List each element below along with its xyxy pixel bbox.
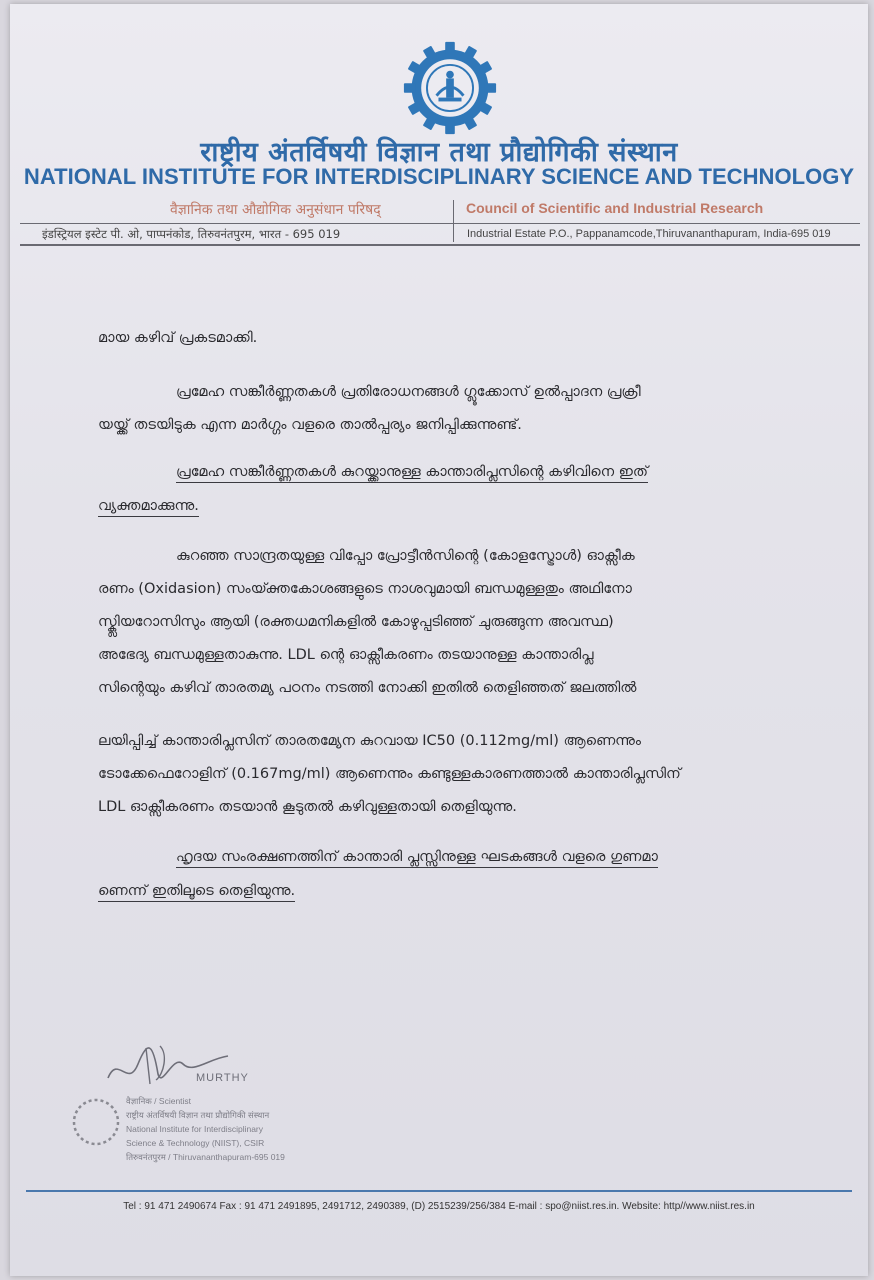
text-line: LDL ഓക്സീകരണം തടയാൻ കൂടുതൽ കഴിവുള്ളതായി തെളിയുന്നു. [98, 799, 517, 815]
address-english: Industrial Estate P.O., Pappanamcode,Thiruvananthapuram, India-695 019 [467, 228, 831, 240]
signature-stamp [68, 1034, 368, 1174]
stamp-line: तिरुवनंतपुरम / Thiruvananthapuram-695 019 [126, 1152, 285, 1162]
text-line: സ്ക്ലിയറോസിസും ആയി (രക്തധമനികളിൽ കോഴുപ്പടിഞ്ഞ് ചുരുങ്ങുന്ന അവസ്ഥ) [98, 614, 614, 630]
text-line: രണം (Oxidasion) സംയ്ക്തകോശങ്ങളുടെ നാശവുമായി ബന്ധമുള്ളതും അഥിനോ [98, 581, 632, 597]
text-line: ടോക്കേഫെറോളിന് (0.167mg/ml) ആണെന്നും കണ്ടുള്ളകാരണത്താൽ കാന്താരിപ്ലസിന് [98, 766, 681, 782]
letterhead-band [20, 196, 860, 246]
seal-icon [68, 1094, 124, 1150]
text-line: യയ്ക്ക് തടയിടുക എന്ന മാർഗ്ഗം വളരെ താൽപ്പര്യം ജനിപ്പിക്കുന്നുണ്ട്. [98, 417, 522, 433]
text-line: ണെന്ന് ഇതിലൂടെ തെളിയുന്നു. [98, 883, 295, 902]
parent-org-hindi: वैज्ञानिक तथा औद्योगिक अनुसंधान परिषद् [170, 202, 381, 218]
stamp-line: वैज्ञानिक / Scientist [126, 1096, 192, 1106]
institute-title-english: NATIONAL INSTITUTE FOR INTERDISCIPLINARY SCIENCE AND TECHNOLOGY [23, 164, 855, 189]
parent-org-english: Council of Scientific and Industrial Research [466, 200, 764, 216]
signatory-name: MURTHY [196, 1072, 249, 1084]
text-line: ഹൃദയ സംരക്ഷണത്തിന് കാന്താരി പ്ലസ്സിനുള്ള ഘടകങ്ങൾ വളരെ ഗുണമാ [176, 849, 658, 868]
text-line: സിന്റെയും കഴിവ് താരതമ്യ പഠനം നടത്തി നോക്കി ഇതിൽ തെളിഞ്ഞത് ജലത്തിൽ [98, 680, 637, 696]
header-rule-bottom [20, 244, 860, 246]
footer-contact: Tel : 91 471 2490674 Fax : 91 471 2491895, 2491712, 2490389, (D) 2515239/256/384 E-mail : spo@niist.res.in. Website: http//www.niist.res.in [123, 1201, 755, 1212]
text-line: വ്യക്തമാക്കുന്നു. [98, 498, 199, 517]
address-hindi: इंडस्ट्रियल इस्टेट पी. ओ, पाप्पनंकोड, तिरुवनंतपुरम, भारत - 695 019 [42, 227, 341, 241]
stamp-line: National Institute for Interdisciplinary [126, 1124, 264, 1134]
text-line: കുറഞ്ഞ സാന്ദ്രതയുള്ള വിപ്പോ പ്രോട്ടീൻസിന്റെ (കോളസ്ട്രോൾ) ഓക്സീക [176, 548, 635, 564]
text-line: പ്രമേഹ സങ്കീർണ്ണതകൾ പ്രതിരോധനങ്ങൾ ഗ്ലൂക്കോസ് ഉൽപ്പാദന പ്രക്രീ [176, 384, 641, 400]
stamp-line: Science & Technology (NIIST), CSIR [126, 1138, 265, 1148]
text-line: ലയിപ്പിച്ച് കാന്താരിപ്ലസിന് താരതമ്യേന കുറവായ IC50 (0.112mg/ml) ആണെന്നും [98, 733, 642, 749]
header-rule-top [20, 223, 860, 224]
csir-gear-emblem-icon [402, 40, 498, 136]
signature-icon [98, 1034, 238, 1094]
text-line: മായ കഴിവ് പ്രകടമാക്കി. [98, 330, 258, 346]
header-divider [453, 200, 454, 242]
institute-title-hindi: राष्ट्रीय अंतर्विषयी विज्ञान तथा प्रौद्योगिकी संस्थान [200, 137, 678, 168]
text-line: അഭേദ്യ ബന്ധമുള്ളതാകുന്നു. LDL ന്റെ ഓക്സീകരണം തടയാനുള്ള കാന്താരിപ്ല [98, 647, 594, 663]
text-line: പ്രമേഹ സങ്കീർണ്ണതകൾ കുറയ്ക്കാനുള്ള കാന്താരിപ്ലസിന്റെ കഴിവിനെ ഇത് [176, 464, 648, 483]
footer-rule [26, 1190, 852, 1192]
stamp-line: राष्ट्रीय अंतर्विषयी विज्ञान तथा प्रौद्योगिकी संस्थान [126, 1110, 270, 1120]
letter-sheet [10, 4, 868, 1276]
